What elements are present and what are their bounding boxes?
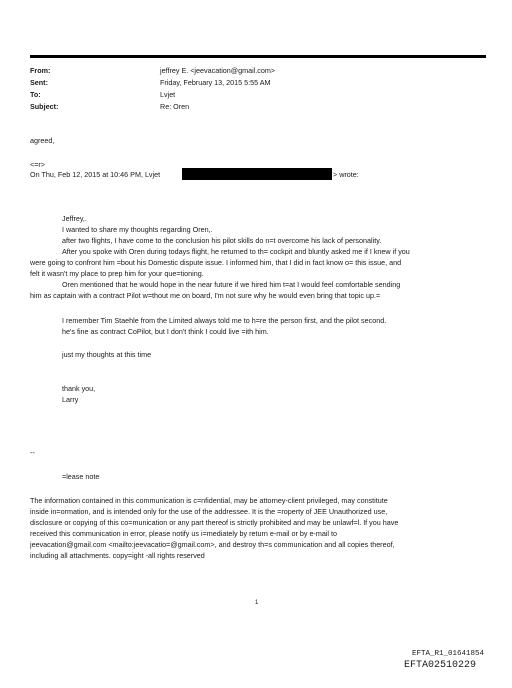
disclaimer-line: The information contained in this communication is c=nfidential, may be attorney-client privileged, may constitute <box>30 496 388 505</box>
disclaimer-line: disclosure or copying of this co=munication or any part thereof is strictly prohibited and may be unlawf=l. If you have <box>30 518 399 527</box>
quoted-line: I remember Tim Staehle from the Limited always told me to h=re the person first, and the pilot second. <box>62 316 387 325</box>
reply-text: agreed, <box>30 136 55 145</box>
quoted-line: felt it wasn't my place to prep him for your que=tioning. <box>30 269 204 278</box>
from-label: From: <box>30 66 51 75</box>
header-rule <box>30 55 486 58</box>
footer-id-large: EFTA02510229 <box>404 660 477 671</box>
quoted-line: were going to confront him =bout his Domestic dispute issue. I informed him, that I did in fact know o= this issue, and <box>30 258 402 267</box>
br-tag: <=r> <box>30 160 45 169</box>
quote-wrote: > wrote: <box>333 170 359 179</box>
disclaimer-line: jeevacation@gmail.com <mailto:jeevacatio=@gmail.com>, and destroy th=s communication and all copies thereof, <box>30 540 395 549</box>
signoff-line: thank you, <box>62 384 96 393</box>
to-label: To: <box>30 90 41 99</box>
page-number: 1 <box>255 600 259 606</box>
from-value: jeffrey E. <jeevacation@gmail.com> <box>160 66 276 75</box>
quoted-line: I wanted to share my thoughts regarding Oren,. <box>62 225 213 234</box>
disclaimer-line: inside in=ormation, and is intended only for the use of the addressee. It is the =roperty of JEE Unauthorized use, <box>30 507 388 516</box>
sent-label: Sent: <box>30 78 48 87</box>
please-note: =lease note <box>62 472 100 481</box>
subject-value: Re: Oren <box>160 102 190 111</box>
quoted-line: he's fine as contract CoPilot, but I don't think I could live =ith him. <box>62 327 269 336</box>
separator-dashes: -- <box>30 448 35 457</box>
quoted-line: after two flights, I have come to the conclusion his pilot skills do n=t overcome his lack of personality. <box>62 236 382 245</box>
subject-label: Subject: <box>30 102 59 111</box>
signature-name: Larry <box>62 395 79 404</box>
quote-attribution: On Thu, Feb 12, 2015 at 10:46 PM, Lvjet <box>30 170 161 179</box>
quoted-line: just my thoughts at this time <box>62 350 152 359</box>
disclaimer-line: received this communication in error, please notify us i=mediately by return e-mail or by e-mail to <box>30 529 337 538</box>
sent-value: Friday, February 13, 2015 5:55 AM <box>160 78 271 87</box>
quoted-line: After you spoke with Oren during todays flight, he returned to th= cockpit and bluntly asked me if I knew if you <box>62 247 410 256</box>
disclaimer-line: including all attachments. copy=ight -all rights reserved <box>30 551 205 560</box>
quoted-line: Jeffrey,. <box>62 214 87 223</box>
redaction-block <box>182 168 332 180</box>
footer-id-small: EFTA_R1_01641854 <box>412 650 485 658</box>
quoted-line: him as captain with a contract Pilot w=thout me on board, I'm not sure why he would even bring that topic up.= <box>30 291 381 300</box>
quoted-line: Oren mentioned that he would hope in the near future if we hired him t=at I would feel comfortable sending <box>62 280 401 289</box>
to-value: Lvjet <box>160 90 176 99</box>
